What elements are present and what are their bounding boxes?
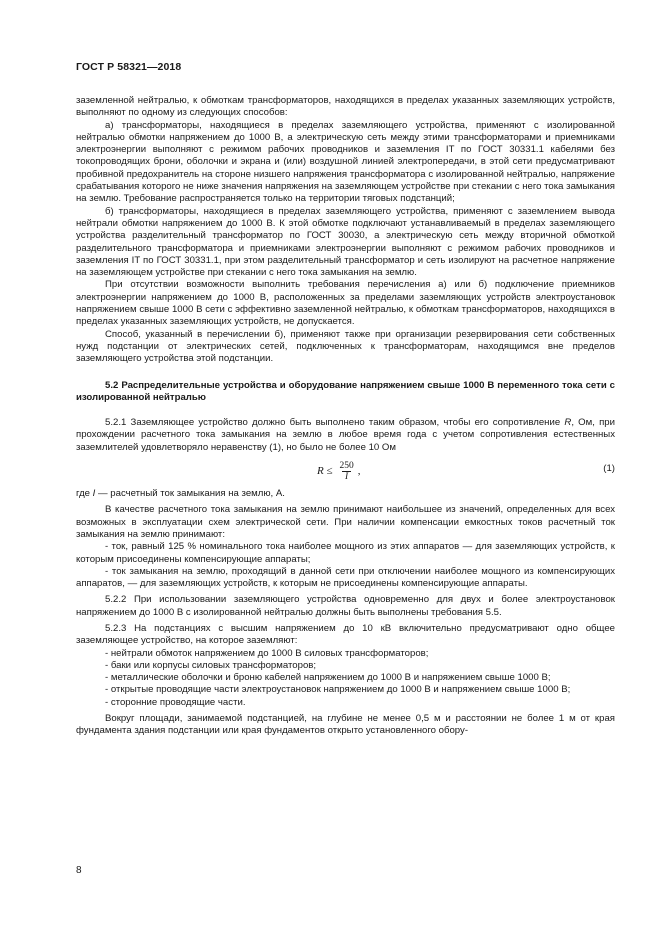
equation-number: (1) bbox=[603, 463, 615, 475]
formula-numerator: 250 bbox=[339, 461, 354, 472]
list-item: - металлические оболочки и броню кабелей напряжением до 1000 В и напряжением свыше 1000 В; bbox=[105, 672, 551, 684]
paragraph: Вокруг площади, занимаемой подстанцией, на глубине не менее 0,5 м и расстоянии не более 1 м от края фундамента здания подстанции или края фундаментов открыто установленного обору- bbox=[76, 713, 615, 737]
clause-5-2-1: 5.2.1 Заземляющее устройство должно быть выполнено таким образом, чтобы его сопротивление R, Ом, при прохождении расчетного тока замыкания на землю в любое время года с учетом сопротивления естественных заземлителей удовлетворяло неравенству (1), но было не более 10 Ом bbox=[76, 417, 615, 453]
section-number: 5.2 bbox=[105, 379, 119, 391]
paragraph: Способ, указанный в перечислении б), применяют также при организации резервирования сети собственных нужд подстанции от электрических сетей, подключенных к трансформаторам, находящимся вне пределов заземляющего устройства этой подстанции. bbox=[76, 328, 615, 365]
page-number: 8 bbox=[76, 865, 82, 876]
paragraph: В качестве расчетного тока замыкания на землю принимают наибольшее из значений, определенных для всех возможных в эксплуатации схем электрической сети. При наличии компенсации емкостных токов расчетный ток замыкания на землю принимают: bbox=[76, 504, 615, 540]
list-item: - ток замыкания на землю, проходящий в данной сети при отключении наиболее мощного из компенсирующих аппаратов, — для заземляющих устройств, к которым не присоединены компенсирующие аппараты. bbox=[76, 565, 615, 590]
list-item-b: б) трансформаторы, находящиеся в пределах заземляющего устройства, применяют с заземлением вывода нейтрали обмотки напряжением до 1000 В. К этой обмотке подключают устанавливаемый в пределах заземляющего устройства разделительный трансформатор по ГОСТ 30030, а электрическую сеть между вторичной обмоткой разделительного трансформатора и приемниками электроэнергии выполняют с режимом рабочих проводников и заземления IT по ГОСТ 30331.1, при этом разделительный трансформатор и сеть изолируют на расчетное напряжение на заземляющем устройстве при стекании с него тока замыкания на землю. bbox=[76, 205, 615, 279]
paragraph: При отсутствии возможности выполнить требования перечисления а) или б) подключение приемников электроэнергии напряжением до 1000 В, расположенных за пределами заземляющих устройств электроустановок напряжением свыше 1000 В сети с эффективно заземленной нейтралью, к обмоткам трансформаторов, находящихся в пределах указанных заземляющих устройств, не допускается. bbox=[76, 279, 615, 328]
formula-lhs: R ≤ bbox=[317, 465, 333, 478]
list-item-a: а) трансформаторы, находящиеся в пределах заземляющего устройства, применяют с изолированной нейтралью обмотки напряжением до 1000 В, а электрическую сеть между этими трансформаторами и приемниками электроэнергии выполняют с режимом рабочих проводников и заземления IT по ГОСТ 30331.1 кабелями без токопроводящих брони, оболочки и экрана и (или) воздушной линией электропередачи, в этой сети предусматривают пробивной предохранитель на стороне низшего напряжения трансформатора с изолированной нейтралью, напряжение срабатывания которого не ниже значения напряжения на заземляющем устройстве при стекании с него тока замыкания на землю. Требование распространяется только на территории тяговых подстанций; bbox=[76, 119, 615, 205]
formula-explanation: где I — расчетный ток замыкания на землю, А. bbox=[76, 488, 285, 500]
list-item: - баки или корпусы силовых трансформаторов; bbox=[105, 659, 317, 671]
list-item: - ток, равный 125 % номинального тока наиболее мощного из этих аппаратов — для заземляющих устройств, к которым присоединены компенсирующие аппараты; bbox=[76, 541, 615, 565]
section-heading bbox=[76, 380, 615, 405]
formula-denominator: I bbox=[342, 471, 351, 482]
list-item: - открытые проводящие части электроустановок напряжением до 1000 В и напряжением свыше 1000 В; bbox=[105, 684, 571, 696]
formula-1 bbox=[76, 458, 615, 488]
section-title: Распределительные устройства и оборудование напряжением свыше 1000 В переменного тока сети с изолированной нейтралью bbox=[76, 379, 615, 403]
list-item: - нейтрали обмоток напряжением до 1000 В силовых трансформаторов; bbox=[105, 647, 429, 659]
formula-tail: , bbox=[357, 465, 361, 478]
variable-i: I bbox=[92, 488, 96, 500]
paragraph: заземленной нейтралью, к обмоткам трансформаторов, находящихся в пределах указанных заземляющих устройств, выполняют по одному из следующих способов: bbox=[76, 95, 615, 119]
formula-fraction bbox=[337, 461, 357, 482]
list-item: - сторонние проводящие части. bbox=[105, 696, 246, 708]
document-body bbox=[76, 95, 615, 738]
clause-5-2-2: 5.2.2 При использовании заземляющего устройства одновременно для двух и более электроустановок напряжением до 1000 В с изолированной нейтралью должны быть выполнены требования 5.5. bbox=[76, 594, 615, 618]
document-header: ГОСТ Р 58321—2018 bbox=[76, 61, 182, 73]
clause-5-2-3: 5.2.3 На подстанциях с высшим напряжением до 10 кВ включительно предусматривают одно общее заземляющее устройство, на которое заземляют: bbox=[76, 622, 615, 647]
variable-r: R bbox=[564, 417, 572, 429]
